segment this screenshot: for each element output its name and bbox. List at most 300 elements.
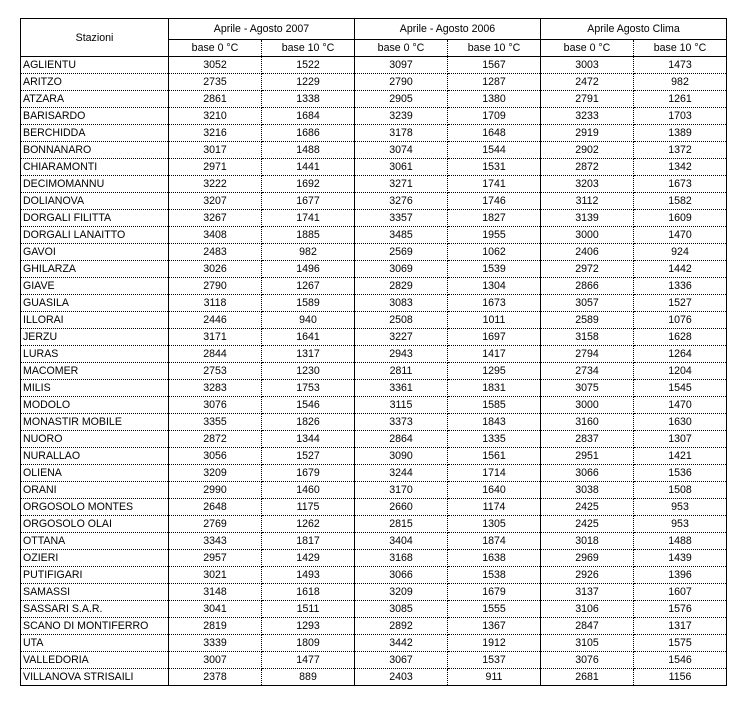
value-cell: 1062 [448, 244, 541, 261]
value-cell: 953 [634, 516, 727, 533]
table-row [21, 635, 727, 652]
value-cell: 2844 [169, 346, 262, 363]
station-name-cell: SASSARI S.A.R. [21, 601, 169, 618]
value-cell: 3017 [169, 142, 262, 159]
value-cell: 1527 [262, 448, 355, 465]
value-cell: 1741 [448, 176, 541, 193]
table-row [21, 465, 727, 482]
value-cell: 2569 [355, 244, 448, 261]
value-cell: 3097 [355, 57, 448, 74]
value-cell: 1539 [448, 261, 541, 278]
value-cell: 1679 [448, 584, 541, 601]
value-cell: 3000 [541, 397, 634, 414]
value-cell: 1417 [448, 346, 541, 363]
value-cell: 1538 [448, 567, 541, 584]
value-cell: 1522 [262, 57, 355, 74]
value-cell: 1589 [262, 295, 355, 312]
group-header-clima: Aprile Agosto Clima [541, 19, 727, 40]
sub-header-base10: base 10 °C [262, 40, 355, 57]
value-cell: 3052 [169, 57, 262, 74]
value-cell: 2403 [355, 669, 448, 686]
value-cell: 1576 [634, 601, 727, 618]
value-cell: 2681 [541, 669, 634, 686]
value-cell: 1267 [262, 278, 355, 295]
table-row [21, 346, 727, 363]
station-name-cell: GAVOI [21, 244, 169, 261]
value-cell: 1741 [262, 210, 355, 227]
value-cell: 2951 [541, 448, 634, 465]
value-cell: 1230 [262, 363, 355, 380]
value-cell: 3339 [169, 635, 262, 652]
value-cell: 1628 [634, 329, 727, 346]
table-row [21, 91, 727, 108]
value-cell: 1496 [262, 261, 355, 278]
value-cell: 3018 [541, 533, 634, 550]
value-cell: 1640 [448, 482, 541, 499]
table-row [21, 312, 727, 329]
value-cell: 3283 [169, 380, 262, 397]
station-name-cell: DOLIANOVA [21, 193, 169, 210]
table-row [21, 295, 727, 312]
value-cell: 2864 [355, 431, 448, 448]
value-cell: 3139 [541, 210, 634, 227]
value-cell: 3115 [355, 397, 448, 414]
group-header-2007: Aprile - Agosto 2007 [169, 19, 355, 40]
station-name-cell: DECIMOMANNU [21, 176, 169, 193]
station-name-cell: DORGALI LANAITTO [21, 227, 169, 244]
station-name-cell: JERZU [21, 329, 169, 346]
value-cell: 1011 [448, 312, 541, 329]
value-cell: 1630 [634, 414, 727, 431]
station-name-cell: BERCHIDDA [21, 125, 169, 142]
value-cell: 2866 [541, 278, 634, 295]
value-cell: 1709 [448, 108, 541, 125]
value-cell: 1885 [262, 227, 355, 244]
table-row [21, 516, 727, 533]
value-cell: 3061 [355, 159, 448, 176]
value-cell: 1304 [448, 278, 541, 295]
value-cell: 1229 [262, 74, 355, 91]
table-row [21, 142, 727, 159]
value-cell: 1511 [262, 601, 355, 618]
value-cell: 3209 [169, 465, 262, 482]
value-cell: 3026 [169, 261, 262, 278]
value-cell: 2406 [541, 244, 634, 261]
value-cell: 2969 [541, 550, 634, 567]
value-cell: 3007 [169, 652, 262, 669]
station-name-cell: UTA [21, 635, 169, 652]
value-cell: 2926 [541, 567, 634, 584]
station-name-cell: GHILARZA [21, 261, 169, 278]
value-cell: 3227 [355, 329, 448, 346]
value-cell: 1287 [448, 74, 541, 91]
value-cell: 1582 [634, 193, 727, 210]
value-cell: 1697 [448, 329, 541, 346]
table-row [21, 244, 727, 261]
value-cell: 1204 [634, 363, 727, 380]
station-column-header: Stazioni [21, 19, 169, 57]
value-cell: 1607 [634, 584, 727, 601]
value-cell: 2734 [541, 363, 634, 380]
value-cell: 2919 [541, 125, 634, 142]
value-cell: 3442 [355, 635, 448, 652]
value-cell: 1673 [634, 176, 727, 193]
value-cell: 2861 [169, 91, 262, 108]
value-cell: 1076 [634, 312, 727, 329]
value-cell: 1174 [448, 499, 541, 516]
value-cell: 982 [634, 74, 727, 91]
value-cell: 3118 [169, 295, 262, 312]
value-cell: 1753 [262, 380, 355, 397]
value-cell: 1874 [448, 533, 541, 550]
value-cell: 1441 [262, 159, 355, 176]
value-cell: 2425 [541, 499, 634, 516]
value-cell: 1912 [448, 635, 541, 652]
table-row [21, 482, 727, 499]
value-cell: 1536 [634, 465, 727, 482]
value-cell: 2957 [169, 550, 262, 567]
value-cell: 1673 [448, 295, 541, 312]
table-row [21, 159, 727, 176]
value-cell: 2905 [355, 91, 448, 108]
table-row [21, 618, 727, 635]
value-cell: 1473 [634, 57, 727, 74]
value-cell: 1470 [634, 227, 727, 244]
station-name-cell: VALLEDORIA [21, 652, 169, 669]
value-cell: 1677 [262, 193, 355, 210]
value-cell: 3222 [169, 176, 262, 193]
station-name-cell: OLIENA [21, 465, 169, 482]
station-name-cell: SCANO DI MONTIFERRO [21, 618, 169, 635]
value-cell: 1429 [262, 550, 355, 567]
value-cell: 2829 [355, 278, 448, 295]
value-cell: 2753 [169, 363, 262, 380]
value-cell: 1684 [262, 108, 355, 125]
value-cell: 2589 [541, 312, 634, 329]
table-row [21, 278, 727, 295]
value-cell: 3067 [355, 652, 448, 669]
station-name-cell: GUASILA [21, 295, 169, 312]
station-name-cell: MONASTIR MOBILE [21, 414, 169, 431]
value-cell: 2508 [355, 312, 448, 329]
table-row [21, 499, 727, 516]
value-cell: 3357 [355, 210, 448, 227]
value-cell: 3076 [169, 397, 262, 414]
station-name-cell: LURAS [21, 346, 169, 363]
value-cell: 3112 [541, 193, 634, 210]
value-cell: 2378 [169, 669, 262, 686]
value-cell: 1817 [262, 533, 355, 550]
station-name-cell: PUTIFIGARI [21, 567, 169, 584]
value-cell: 3271 [355, 176, 448, 193]
value-cell: 2446 [169, 312, 262, 329]
value-cell: 1156 [634, 669, 727, 686]
table-row [21, 74, 727, 91]
value-cell: 3041 [169, 601, 262, 618]
value-cell: 3203 [541, 176, 634, 193]
value-cell: 3373 [355, 414, 448, 431]
value-cell: 1686 [262, 125, 355, 142]
value-cell: 2660 [355, 499, 448, 516]
degree-days-table [20, 18, 727, 686]
table-row [21, 431, 727, 448]
value-cell: 1585 [448, 397, 541, 414]
table-row [21, 363, 727, 380]
value-cell: 1317 [634, 618, 727, 635]
station-name-cell: NUORO [21, 431, 169, 448]
value-cell: 1175 [262, 499, 355, 516]
value-cell: 1488 [262, 142, 355, 159]
value-cell: 2791 [541, 91, 634, 108]
value-cell: 1380 [448, 91, 541, 108]
value-cell: 3066 [541, 465, 634, 482]
value-cell: 940 [262, 312, 355, 329]
value-cell: 1439 [634, 550, 727, 567]
value-cell: 1488 [634, 533, 727, 550]
table-row [21, 227, 727, 244]
value-cell: 982 [262, 244, 355, 261]
value-cell: 1567 [448, 57, 541, 74]
value-cell: 2815 [355, 516, 448, 533]
station-name-cell: VILLANOVA STRISAILI [21, 669, 169, 686]
value-cell: 3404 [355, 533, 448, 550]
table-row [21, 125, 727, 142]
value-cell: 1372 [634, 142, 727, 159]
value-cell: 3066 [355, 567, 448, 584]
value-cell: 1831 [448, 380, 541, 397]
value-cell: 3148 [169, 584, 262, 601]
value-cell: 953 [634, 499, 727, 516]
value-cell: 1470 [634, 397, 727, 414]
station-name-cell: ATZARA [21, 91, 169, 108]
sub-header-base0: base 0 °C [355, 40, 448, 57]
value-cell: 3233 [541, 108, 634, 125]
value-cell: 1648 [448, 125, 541, 142]
station-name-cell: ORGOSOLO MONTES [21, 499, 169, 516]
table-row [21, 584, 727, 601]
value-cell: 3361 [355, 380, 448, 397]
value-cell: 2892 [355, 618, 448, 635]
sub-header-base0: base 0 °C [169, 40, 262, 57]
value-cell: 2794 [541, 346, 634, 363]
value-cell: 2769 [169, 516, 262, 533]
value-cell: 3168 [355, 550, 448, 567]
value-cell: 1827 [448, 210, 541, 227]
station-name-cell: BONNANARO [21, 142, 169, 159]
value-cell: 2872 [169, 431, 262, 448]
value-cell: 3267 [169, 210, 262, 227]
value-cell: 1826 [262, 414, 355, 431]
station-name-cell: OTTANA [21, 533, 169, 550]
value-cell: 2735 [169, 74, 262, 91]
value-cell: 889 [262, 669, 355, 686]
value-cell: 2972 [541, 261, 634, 278]
station-name-cell: OZIERI [21, 550, 169, 567]
station-name-cell: MACOMER [21, 363, 169, 380]
value-cell: 3170 [355, 482, 448, 499]
value-cell: 2472 [541, 74, 634, 91]
value-cell: 3076 [541, 652, 634, 669]
station-name-cell: GIAVE [21, 278, 169, 295]
value-cell: 1843 [448, 414, 541, 431]
sub-header-base10: base 10 °C [634, 40, 727, 57]
value-cell: 2872 [541, 159, 634, 176]
value-cell: 3244 [355, 465, 448, 482]
value-cell: 1389 [634, 125, 727, 142]
value-cell: 3056 [169, 448, 262, 465]
table-row [21, 567, 727, 584]
value-cell: 1609 [634, 210, 727, 227]
value-cell: 2483 [169, 244, 262, 261]
value-cell: 1421 [634, 448, 727, 465]
table-row [21, 380, 727, 397]
value-cell: 3074 [355, 142, 448, 159]
value-cell: 1477 [262, 652, 355, 669]
value-cell: 1508 [634, 482, 727, 499]
sub-header-base0: base 0 °C [541, 40, 634, 57]
value-cell: 2648 [169, 499, 262, 516]
table-row [21, 108, 727, 125]
value-cell: 2819 [169, 618, 262, 635]
station-name-cell: AGLIENTU [21, 57, 169, 74]
table-row [21, 176, 727, 193]
value-cell: 1537 [448, 652, 541, 669]
value-cell: 3343 [169, 533, 262, 550]
value-cell: 3171 [169, 329, 262, 346]
value-cell: 1641 [262, 329, 355, 346]
table-row [21, 210, 727, 227]
value-cell: 3276 [355, 193, 448, 210]
table-row [21, 414, 727, 431]
value-cell: 3090 [355, 448, 448, 465]
value-cell: 1638 [448, 550, 541, 567]
value-cell: 1546 [634, 652, 727, 669]
value-cell: 2790 [355, 74, 448, 91]
value-cell: 1342 [634, 159, 727, 176]
value-cell: 3408 [169, 227, 262, 244]
value-cell: 3158 [541, 329, 634, 346]
value-cell: 1679 [262, 465, 355, 482]
table-row [21, 329, 727, 346]
value-cell: 1544 [448, 142, 541, 159]
table-row [21, 601, 727, 618]
value-cell: 1336 [634, 278, 727, 295]
table-row [21, 533, 727, 550]
station-name-cell: BARISARDO [21, 108, 169, 125]
table-row [21, 261, 727, 278]
value-cell: 1955 [448, 227, 541, 244]
value-cell: 3003 [541, 57, 634, 74]
value-cell: 1575 [634, 635, 727, 652]
station-name-cell: CHIARAMONTI [21, 159, 169, 176]
value-cell: 1317 [262, 346, 355, 363]
value-cell: 3105 [541, 635, 634, 652]
value-cell: 3239 [355, 108, 448, 125]
value-cell: 1396 [634, 567, 727, 584]
value-cell: 1262 [262, 516, 355, 533]
value-cell: 3083 [355, 295, 448, 312]
value-cell: 1442 [634, 261, 727, 278]
value-cell: 2902 [541, 142, 634, 159]
table-row [21, 550, 727, 567]
value-cell: 1264 [634, 346, 727, 363]
value-cell: 3355 [169, 414, 262, 431]
value-cell: 1555 [448, 601, 541, 618]
value-cell: 1335 [448, 431, 541, 448]
value-cell: 1527 [634, 295, 727, 312]
value-cell: 1295 [448, 363, 541, 380]
value-cell: 1546 [262, 397, 355, 414]
value-cell: 1460 [262, 482, 355, 499]
value-cell: 1545 [634, 380, 727, 397]
station-name-cell: SAMASSI [21, 584, 169, 601]
table-body [21, 57, 727, 686]
value-cell: 1293 [262, 618, 355, 635]
station-name-cell: ORANI [21, 482, 169, 499]
value-cell: 3075 [541, 380, 634, 397]
value-cell: 3106 [541, 601, 634, 618]
value-cell: 1367 [448, 618, 541, 635]
value-cell: 1261 [634, 91, 727, 108]
value-cell: 3178 [355, 125, 448, 142]
value-cell: 3160 [541, 414, 634, 431]
value-cell: 1809 [262, 635, 355, 652]
station-name-cell: NURALLAO [21, 448, 169, 465]
station-name-cell: DORGALI FILITTA [21, 210, 169, 227]
value-cell: 3485 [355, 227, 448, 244]
value-cell: 2990 [169, 482, 262, 499]
value-cell: 3069 [355, 261, 448, 278]
value-cell: 3209 [355, 584, 448, 601]
table-row [21, 193, 727, 210]
value-cell: 3021 [169, 567, 262, 584]
value-cell: 1305 [448, 516, 541, 533]
value-cell: 3000 [541, 227, 634, 244]
station-name-cell: ILLORAI [21, 312, 169, 329]
value-cell: 2943 [355, 346, 448, 363]
table-row [21, 652, 727, 669]
table-row [21, 669, 727, 686]
value-cell: 3057 [541, 295, 634, 312]
value-cell: 3210 [169, 108, 262, 125]
value-cell: 1692 [262, 176, 355, 193]
table-row [21, 448, 727, 465]
station-name-cell: MILIS [21, 380, 169, 397]
group-header-2006: Aprile - Agosto 2006 [355, 19, 541, 40]
group-header-row [21, 19, 727, 40]
sub-header-base10: base 10 °C [448, 40, 541, 57]
table-row [21, 397, 727, 414]
table-row [21, 57, 727, 74]
value-cell: 2790 [169, 278, 262, 295]
station-name-cell: MODOLO [21, 397, 169, 414]
value-cell: 3085 [355, 601, 448, 618]
value-cell: 3216 [169, 125, 262, 142]
value-cell: 2837 [541, 431, 634, 448]
value-cell: 2425 [541, 516, 634, 533]
station-name-cell: ORGOSOLO OLAI [21, 516, 169, 533]
value-cell: 2971 [169, 159, 262, 176]
value-cell: 1703 [634, 108, 727, 125]
value-cell: 1344 [262, 431, 355, 448]
station-name-cell: ARITZO [21, 74, 169, 91]
value-cell: 924 [634, 244, 727, 261]
value-cell: 1531 [448, 159, 541, 176]
value-cell: 3137 [541, 584, 634, 601]
value-cell: 1618 [262, 584, 355, 601]
value-cell: 1561 [448, 448, 541, 465]
value-cell: 1307 [634, 431, 727, 448]
